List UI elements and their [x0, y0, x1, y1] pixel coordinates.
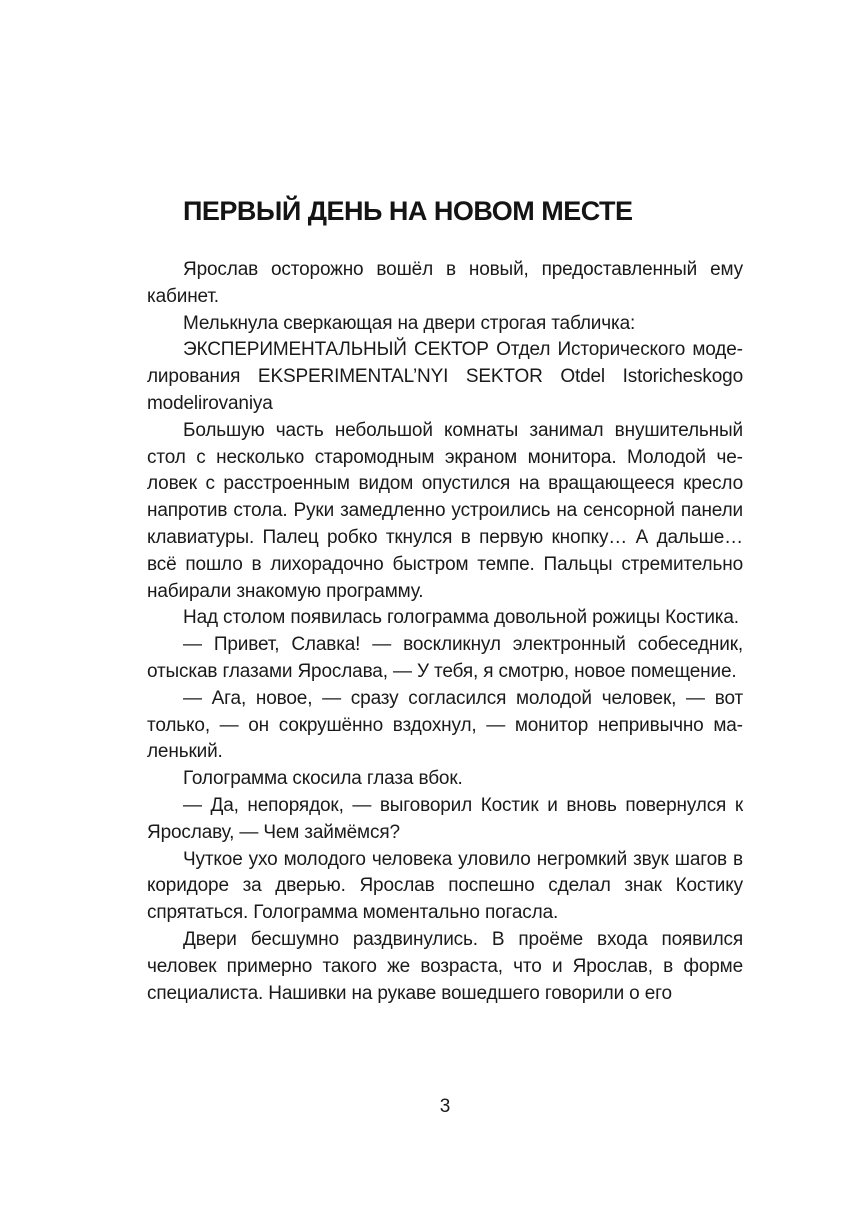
- paragraph: Ярослав осторожно вошёл в новый, предоставленный ему кабинет.: [147, 259, 743, 307]
- paragraph: Мелькнула сверкающая на двери строгая табличка:: [183, 312, 636, 334]
- paragraph: Над столом появилась голограмма довольной рожицы Костика.: [183, 607, 739, 629]
- paragraph: ЭКСПЕРИМЕНТАЛЬНЫЙ СЕКТОР Отдел Исторического моделирования EKSPERIMENTAL’NYI SEKTOR Otdel Istoricheskogo modelirovaniya: [147, 339, 743, 414]
- paragraph: Двери бесшумно раздвинулись. В проёме входа появился человек примерно такого же возраста, что и Ярослав, в форме специалиста. Нашивки на рукаве вошедшего говорили о его: [147, 928, 743, 1004]
- chapter-title: ПЕРВЫЙ ДЕНЬ НА НОВОМ МЕСТЕ: [183, 196, 633, 226]
- paragraph: — Привет, Славка! — воскликнул электронный собеседник, отыскав глазами Ярослава, — У тебя, я смотрю, новое помещение.: [147, 634, 743, 682]
- page-number: 3: [439, 1096, 451, 1117]
- paragraph: Большую часть небольшой комнаты занимал внушительный стол с несколько старомодным экраном монитора. Молодой человек с расстроенным видом опустился на вращающееся кресло напротив стола. Руки замедленно устроились на сенсорной панели клавиатуры. Палец робко ткнулся в первую кнопку… А дальше… всё пошло в лихорадочно быстром темпе. Пальцы стремительно набирали знакомую программу.: [147, 419, 743, 602]
- paragraph: Чуткое ухо молодого человека уловило негромкий звук шагов в коридоре за дверью. Ярослав поспешно сделал знак Костику спрятаться. Голограмма моментально погасла.: [147, 848, 743, 924]
- paragraph: — Ага, новое, — сразу согласился молодой человек, — вот только, — он сокрушённо вздохнул, — монитор непривычно маленький.: [147, 687, 743, 763]
- body-text: [147, 257, 743, 1007]
- paragraph: — Да, непорядок, — выговорил Костик и вновь повернулся к Ярославу, — Чем займёмся?: [147, 794, 743, 843]
- paragraph: Голограмма скосила глаза вбок.: [183, 768, 463, 790]
